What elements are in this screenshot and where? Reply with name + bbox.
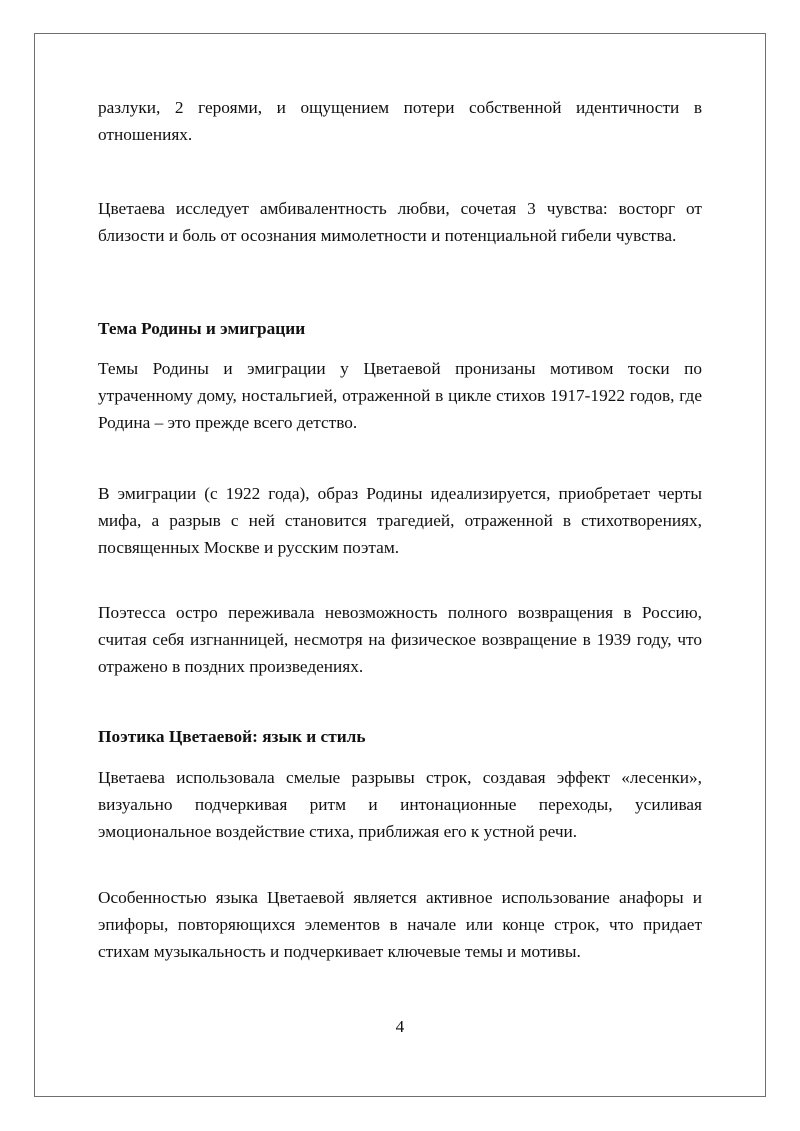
heading-homeland-emigration: Тема Родины и эмиграции	[98, 319, 306, 338]
paragraph-exile-return: Поэтесса остро переживала невозможность полного возвращения в Россию, считая себя изгнанницей, несмотря на физическое возвращение в 1939 году, что отражено в поздних произведениях.	[98, 603, 702, 676]
heading-poetics-language-style: Поэтика Цветаевой: язык и стиль	[98, 727, 366, 746]
paragraph-anaphora-epiphora: Особенностью языка Цветаевой является активное использование анафоры и эпифоры, повторяющихся элементов в начале или конце строк, что придает стихам музыкальность и подчеркивает ключевые темы и мотивы.	[98, 888, 702, 961]
paragraph-homeland-longing: Темы Родины и эмиграции у Цветаевой пронизаны мотивом тоски по утраченному дому, ностальгией, отраженной в цикле стихов 1917-1922 годов, где Родина – это прежде всего детство.	[98, 359, 702, 432]
paragraph-love-ambivalence: Цветаева исследует амбивалентность любви, сочетая 3 чувства: восторг от близости и боль от осознания мимолетности и потенциальной гибели чувства.	[98, 199, 702, 245]
paragraph-emigration-myth: В эмиграции (с 1922 года), образ Родины идеализируется, приобретает черты мифа, а разрыв с ней становится трагедией, отраженной в стихотворениях, посвященных Москве и русским поэтам.	[98, 484, 702, 557]
page-number: 4	[395, 1017, 405, 1036]
paragraph-love-separation: разлуки, 2 героями, и ощущением потери собственной идентичности в отношениях.	[98, 98, 702, 144]
paragraph-line-breaks: Цветаева использовала смелые разрывы строк, создавая эффект «лесенки», визуально подчеркивая ритм и интонационные переходы, усиливая эмоциональное воздействие стиха, приближая его к устной речи.	[98, 768, 702, 841]
